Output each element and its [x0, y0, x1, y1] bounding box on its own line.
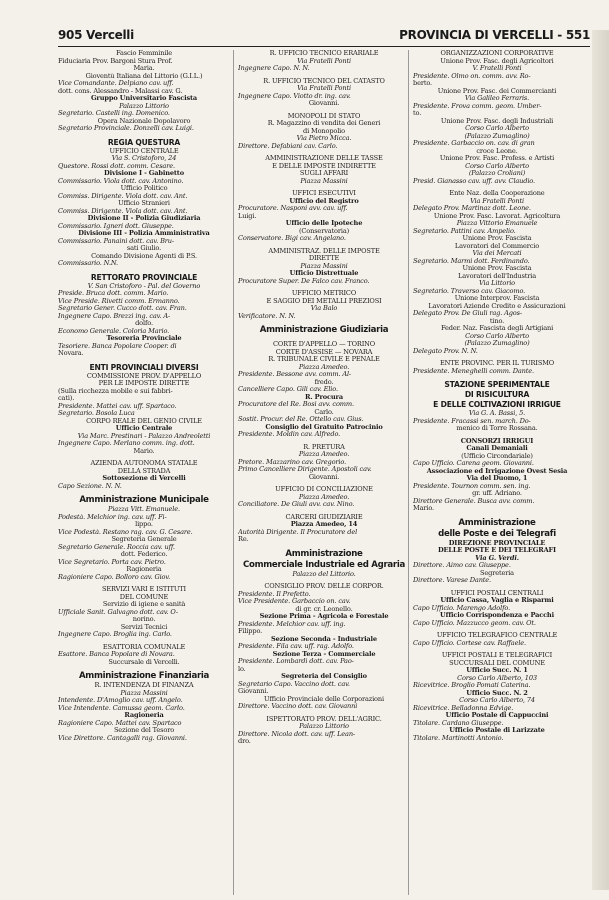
directory-line: Direttore. Vaccino dott. cav. Giovanni	[238, 703, 358, 710]
section-heading: Amministrazione	[458, 517, 536, 528]
directory-line: Autorità Dirigente. Il Procuratore del	[238, 528, 358, 536]
directory-line: Delegato Prov. Martinaz dott. Leone.	[413, 205, 531, 212]
directory-line: di gr. cr. Leonello.	[295, 605, 353, 613]
directory-line: UFFICI POSTALI E TELEGRAFICI	[441, 652, 553, 659]
directory-line: Segretario. Pattini cav. Ampelio.	[413, 227, 516, 235]
directory-line: Vice Direttore. Cantagalli rag. Giovanni.	[58, 734, 187, 742]
directory-line: Via Pietro Micca.	[296, 135, 352, 142]
directory-line: Direttore. Aimo cav. Giuseppe.	[413, 562, 511, 569]
directory-line: Conciliatore. De Giuli avv. cav. Nino.	[238, 501, 355, 508]
directory-line: DIRETTE	[308, 255, 340, 262]
directory-line: Commiss. Dirigente. Viola dott. cav. Ant.	[58, 207, 188, 215]
directory-line: Giovanni.	[238, 688, 269, 695]
directory-line: (Palazzo Zumaglino)	[464, 340, 530, 347]
directory-line: Pretore. Mazzarino cav. Gregorio.	[238, 458, 347, 466]
directory-line: Ingegnere Capo. N. N.	[238, 65, 310, 72]
directory-line: Capo Ufficio. Carena geom. Giovanni.	[413, 460, 534, 467]
directory-line: R. UFFICIO TECNICO ERARIALE	[269, 50, 379, 57]
directory-line: Giovanni.	[308, 100, 340, 107]
column-right	[413, 50, 581, 895]
directory-line: Divisione I - Gabinetto	[104, 170, 184, 177]
directory-line: Commissario. Viola dott. cav. Antonino.	[58, 177, 184, 185]
directory-line: UFFICI ESECUTIVI	[292, 190, 356, 197]
section-heading: REGIA QUESTURA	[107, 137, 181, 147]
directory-line: Ufficiale Sanit. Galvagno dott. cav. O-	[58, 608, 178, 616]
directory-line: Lavoratori Aziende Credito e Assicurazioni	[428, 302, 566, 310]
directory-line: Ragioniere Capo. Mattei cav. Spartaco	[58, 719, 182, 727]
directory-line: Via del Duomo, 1	[466, 475, 528, 482]
directory-line: Sezione Terza - Commerciale	[272, 650, 376, 658]
section-heading: RETTORATO PROVINCIALE	[90, 272, 198, 282]
directory-line: Via G. Verdi.	[475, 554, 519, 562]
directory-line: Piazza Amedeo, 14	[290, 521, 358, 528]
directory-line: UFFICIO CENTRALE	[109, 147, 179, 155]
directory-line: Commissario. Panaini dott. cav. Bru-	[58, 237, 174, 245]
directory-line: AZIENDA AUTONOMA STATALE	[90, 460, 198, 467]
directory-line: Piazza Massini	[300, 262, 348, 270]
directory-line: DEL COMUNE	[119, 593, 169, 601]
directory-line: (Conservatoria)	[298, 227, 350, 235]
directory-line: Lavoratori del Commercio	[454, 242, 540, 250]
directory-line: DELLA STRADA	[117, 467, 171, 475]
section-heading: Amministrazione Giudiziaria	[259, 325, 389, 335]
directory-line: Titolare. Martinotti Antonio.	[413, 734, 504, 742]
directory-line: R. PRETURA	[303, 443, 345, 451]
directory-line: Gioventù Italiana del Littorio (G.I.L.)	[85, 72, 203, 80]
directory-line: Ricevitrice. Belladonna Edvige.	[413, 704, 514, 712]
directory-line: Verificatore. N. N.	[238, 312, 296, 320]
directory-line: SUCCURSALI DEL COMUNE	[449, 659, 545, 667]
directory-line: croce Leone.	[476, 147, 518, 155]
directory-line: Segretario. Bosola Luca	[58, 410, 135, 417]
directory-line: (Sulla ricchezza mobile e sui fabbri-	[58, 387, 173, 395]
directory-line: Succursale di Vercelli.	[108, 658, 180, 666]
directory-line: Titolare. Cardano Giuseppe.	[413, 719, 504, 727]
directory-line: Capo Ufficio. Cortese cav. Raffaele.	[413, 639, 526, 647]
directory-line: Fascio Femminile	[115, 50, 172, 57]
directory-line: (Palazzo Croliani)	[468, 170, 526, 177]
directory-line: Via G. A. Bassi, 5.	[468, 410, 526, 417]
directory-line: Segretario Capo. Vaccino dott. cav.	[238, 680, 350, 688]
directory-line: V. Fratelli Ponti	[472, 65, 522, 72]
directory-line: Ufficio Politico	[120, 185, 168, 192]
directory-line: Palazzo del Littorio.	[292, 570, 356, 578]
directory-line: AMMINISTRAZ. DELLE IMPOSTE	[268, 247, 380, 255]
directory-line: lippo.	[135, 521, 153, 528]
directory-line: R. Magazzino di vendita dei Generi	[267, 120, 381, 127]
directory-line: Vice Segretario. Porta cav. Pietro.	[58, 558, 166, 566]
directory-line: ISPETTORATO PROV. DELL'AGRIC.	[266, 715, 382, 723]
directory-line: Presid. Gianasso cav. uff. avv. Claudio.	[413, 177, 535, 185]
directory-line: Capo Sezione. N. N.	[58, 482, 122, 490]
directory-line: Ingegnere Capo. Viotto dr. ing. cav.	[238, 92, 351, 100]
directory-line: Via Fratelli Ponti	[297, 57, 351, 65]
directory-line: Esattore. Banca Popolare di Novara.	[58, 651, 175, 658]
directory-line: Ufficio Postale di Larizzate	[449, 727, 545, 734]
directory-line: Sottosezione di Vercelli	[102, 475, 186, 482]
directory-line: Direttore. Nicola dott. cav. uff. Lean-	[238, 730, 356, 738]
directory-line: CARCERI GIUDIZIARIE	[285, 513, 363, 521]
directory-line: R. UFFICIO TECNICO DEL CATASTO	[263, 77, 385, 85]
directory-line: Presidente. Tournon comm. sen. ing.	[413, 482, 531, 490]
section-heading: Amministrazione Finanziaria	[78, 671, 210, 681]
directory-line: sati Giulio.	[126, 245, 162, 252]
directory-line: Vice Preside. Rivetti comm. Ermanno.	[58, 297, 180, 305]
directory-line: Presidente. Frova comm. geom. Umber-	[413, 102, 542, 110]
directory-line: Corso Carlo Alberto	[465, 162, 529, 170]
directory-line: SUGLI AFFARI	[299, 170, 349, 177]
directory-line: Piazza Massini	[120, 689, 168, 697]
directory-line: Presidente. Fila cav. uff. rag. Adolfo.	[238, 643, 354, 650]
directory-line: Gruppo Universitario Fascista	[90, 95, 198, 102]
directory-line: Via Littorio	[479, 280, 515, 287]
section-heading: delle Poste e dei Telegrafi	[438, 528, 556, 539]
directory-line: Procuratore. Nasponi avv. cav. uff.	[238, 205, 348, 212]
directory-line: Ingegnere Capo. Broglia ing. Carlo.	[58, 631, 172, 638]
section-heading: Amministrazione Municipale	[79, 495, 209, 505]
section-heading: E DELLE COLTIVAZIONI IRRIGUE	[433, 400, 561, 409]
directory-line: Carlo.	[314, 408, 334, 416]
directory-line: Commissario. Igneri dott. Giuseppe.	[58, 222, 174, 230]
section-heading: Commerciale Industriale ed Agraria	[243, 559, 405, 570]
directory-line: Piazza Vittorio Emanuele	[456, 220, 538, 227]
directory-line: Corso Carlo Alberto, 74	[459, 697, 535, 704]
directory-line: Via Fratelli Ponti	[470, 197, 524, 205]
directory-line: (Ufficio Circondariale)	[461, 452, 533, 460]
directory-line: COMMISSIONE PROV. D'APPELLO	[86, 372, 202, 380]
directory-line: Segretario Provinciale. Donzelli cav. Luigi.	[58, 125, 194, 132]
directory-line: DELLE POSTE E DEI TELEGRAFI	[437, 547, 556, 554]
directory-line: Fiduciaria Prov. Bargoni Stura Prof.	[58, 57, 173, 65]
directory-line: Vice Presidente. Garbaccio on. cav.	[238, 598, 351, 605]
directory-line: Podestà. Melchior ing. cav. uff. Fi-	[58, 513, 167, 521]
directory-line: UFFICIO DI CONCILIAZIONE	[275, 486, 373, 493]
directory-line: E DELLE IMPOSTE INDIRETTE	[272, 162, 376, 170]
column-middle	[238, 50, 410, 895]
directory-line: CORPO REALE DEL GENIO CIVILE	[86, 417, 202, 425]
directory-line: gr. uff. Adriano.	[472, 490, 522, 497]
directory-line: R. TRIBUNALE CIVILE E PENALE	[268, 356, 380, 363]
directory-line: Presidente. Bessone avv. comm. Al-	[238, 371, 351, 378]
directory-line: AMMINISTRAZIONE DELLE TASSE	[265, 155, 383, 162]
directory-line: fredo.	[314, 378, 334, 386]
directory-line: CORTE D'APPELLO — TORINO	[272, 341, 376, 348]
directory-line: Segreteria del Consiglio	[281, 673, 367, 680]
directory-line: Sostit. Procur. del Re. Ottello cav. Gius.	[238, 416, 364, 423]
directory-line: Presidente. Garbaccio on. cav. di gran	[413, 140, 535, 147]
directory-line: (Palazzo Zumaglino)	[464, 132, 530, 140]
directory-line: Ufficio Succ. N. 2	[466, 689, 528, 697]
directory-line: CORTE D'ASSISE — NOVARA	[275, 348, 373, 356]
directory-line: dolfo.	[135, 320, 153, 327]
column-divider	[233, 50, 234, 895]
directory-line: Ente Naz. della Cooperazione	[449, 190, 545, 197]
directory-line: Corso Carlo Alberto	[465, 332, 529, 340]
directory-line: SERVIZI VARI E ISTITUTI	[102, 586, 186, 593]
directory-line: UFFICIO TELEGRAFICO CENTRALE	[436, 632, 558, 639]
directory-line: Unione Prov. Fasc. dei Commercianti	[437, 87, 557, 95]
directory-line: Novara.	[58, 350, 84, 357]
directory-line: Ufficio delle Ipoteche	[285, 220, 363, 227]
directory-line: dott. cons. Alessandro - Malassi cav. G.	[58, 87, 183, 95]
directory-line: Via Marc. Prestinari - Palazzo Andreoletti	[77, 432, 211, 440]
directory-line: Direttore. Varese Dante.	[413, 577, 492, 584]
directory-line: Ragioneria	[126, 566, 162, 573]
directory-line: Vice Intendente. Camussa geom. Carlo.	[58, 704, 185, 712]
directory-line: Ufficio del Registro	[289, 197, 359, 205]
directory-line: Presidente. Meneghelli comm. Dante.	[413, 367, 534, 375]
directory-line: MONOPOLI DI STATO	[287, 112, 361, 120]
directory-line: Vice Comandante. Delpiano cav. uff.	[58, 80, 174, 87]
directory-line: Unione Prov. Fasc. Lavorat. Agricoltura	[433, 212, 561, 220]
directory-line: Piazza Amedeo.	[298, 493, 350, 501]
directory-line: Giovanni.	[308, 473, 340, 481]
section-heading: Amministrazione	[285, 548, 363, 559]
directory-line: Tesoriere. Banca Popolare Cooper. di	[58, 342, 177, 350]
directory-line: dott. Federico.	[120, 551, 168, 558]
directory-line: Tesoreria Provinciale	[106, 335, 182, 342]
directory-line: Presidente. Fracassi sen. march. Do-	[413, 417, 531, 425]
section-heading: ENTI PROVINCIALI DIVERSI	[89, 362, 199, 372]
directory-line: Direttore Generale. Busca avv. comm.	[413, 497, 535, 505]
directory-line: Unione Prov. Fascista	[462, 235, 532, 242]
directory-line: Piazza Amedeo.	[298, 363, 350, 371]
directory-line: E SAGGIO DEI METALLI PREZIOSI	[266, 297, 382, 305]
directory-line: Unione Prov. Fasc. degli Agricoltori	[440, 57, 554, 65]
directory-line: CONSIGLIO PROV. DELLE CORPOR.	[264, 583, 384, 590]
page-number-city: 905 Vercelli	[58, 28, 134, 42]
directory-line: V. San Cristoforo - Pal. del Governo	[87, 282, 201, 290]
directory-line: Piazza Amedeo.	[298, 451, 350, 458]
directory-line: Presidente. Il Prefetto.	[238, 590, 311, 598]
directory-line: R. INTENDENZA DI FINANZA	[94, 682, 194, 689]
directory-line: Primo Cancelliere Dirigente. Apostoli cav.	[238, 466, 372, 473]
directory-line: Economo Generale. Coloria Mario.	[58, 327, 170, 335]
column-left	[58, 50, 230, 895]
directory-line: Luigi.	[238, 212, 257, 220]
directory-line: Ragioneria	[124, 712, 164, 719]
directory-line: Opera Nazionale Dopolavoro	[97, 117, 191, 125]
page-header	[58, 28, 590, 47]
directory-line: Mario.	[133, 447, 155, 455]
directory-line: dro.	[238, 738, 251, 745]
directory-line: Unione Prov. Fasc. degli Industriali	[440, 117, 554, 125]
directory-line: Segretario. Castelli ing. Domenico.	[58, 110, 170, 117]
directory-line: Segretario. Marmi dott. Ferdinando.	[413, 257, 530, 265]
directory-line: Via Balo	[310, 305, 338, 312]
directory-line: Sezione del Tesoro	[113, 727, 175, 734]
directory-line: UFFICI POSTALI CENTRALI	[450, 589, 544, 597]
directory-line: Sezione Seconda - Industriale	[271, 635, 377, 643]
directory-line: Corso Carlo Alberto, 103	[457, 674, 537, 682]
directory-line: Ufficio Postale di Cappuccini	[445, 712, 549, 719]
directory-line: Intendente. D'Amoglio cav. uff. Angelo.	[58, 697, 183, 704]
directory-line: Piazza Vitt. Emanuele.	[108, 506, 180, 513]
directory-line: Via S. Cristoforo, 24	[111, 155, 177, 162]
directory-line: Presidente. Moldin cav. Alfredo.	[238, 431, 341, 438]
directory-line: Procuratore Super. De Falco cav. Franco.	[238, 277, 370, 285]
directory-line: Mario.	[413, 505, 434, 512]
directory-line: Ufficio Corrispondenza e Pacchi	[440, 612, 554, 619]
directory-line: Servizio di igiene e sanità	[102, 601, 186, 608]
directory-line: Procuratore del Re. Bosi avv. comm.	[238, 401, 354, 408]
directory-line: ORGANIZZAZIONI CORPORATIVE	[440, 50, 554, 57]
directory-line: Capo Ufficio. Mazzucco geom. cav. Ot.	[413, 619, 536, 627]
directory-line: Canali Demaniali	[466, 445, 528, 452]
directory-line: Associazione ed Irrigazione Ovest Sesia	[426, 467, 568, 475]
directory-line: Unione Prov. Fasc. Profess. e Artisti	[439, 155, 555, 162]
directory-line: Capo Ufficio. Marengo Adolfo.	[413, 604, 511, 612]
directory-line: Ingegnere Capo. Merlano comm. ing. dott.	[58, 440, 195, 447]
directory-line: ESATTORIA COMUNALE	[102, 643, 186, 651]
directory-line: Ufficio Centrale	[115, 425, 173, 432]
directory-line: ENTE PROVINC. PER IL TURISMO	[439, 360, 555, 367]
directory-line: Unione Interprov. Fascista	[454, 295, 540, 302]
directory-line: Via Fratelli Ponti	[297, 85, 351, 92]
directory-line: Direttore. Defabiani cav. Carlo.	[238, 142, 338, 150]
directory-line: Ragioniere Capo. Bolloro cav. Giov.	[58, 573, 171, 581]
directory-line: CONSORZI IRRIGUI	[460, 437, 534, 445]
section-heading: STAZIONE SPERIMENTALE	[444, 380, 550, 389]
directory-line: Questore. Rossi dott. comm. Cesare.	[58, 162, 175, 170]
directory-line: Segreteria	[480, 569, 514, 577]
directory-line: Vice Podestà. Restano rag. cav. G. Cesare.	[58, 528, 193, 536]
directory-line: Commiss. Dirigente. Viola dott. cav. Ant.	[58, 192, 188, 200]
directory-line: Unione Prov. Fascista	[462, 265, 532, 272]
directory-line: Ingegnere Capo. Brezzi ing. cav. A-	[58, 312, 171, 320]
directory-line: berto.	[413, 80, 432, 87]
directory-line: norino.	[132, 616, 156, 623]
province-heading: PROVINCIA DI VERCELLI - 551	[399, 28, 590, 42]
directory-line: lo.	[238, 665, 246, 673]
directory-line: Commissario. N.N.	[58, 260, 118, 267]
directory-line: Presidente. Mattei cav. uff. Spartaco.	[58, 402, 177, 410]
directory-line: Ufficio Provinciale delle Corporazioni	[264, 695, 384, 703]
directory-line: Delegato Prov. De Giuli rag. Agos-	[413, 310, 522, 317]
directory-line: Segretario Generale. Roccia cav. uff.	[58, 543, 175, 551]
directory-line: to.	[413, 110, 422, 117]
directory-line: Palazzo Littorio	[119, 102, 169, 110]
directory-line: Consiglio del Gratuito Patrocinio	[265, 423, 383, 431]
directory-line: Ufficio Cassa, Vaglia e Risparmi	[440, 597, 554, 604]
directory-line: Feder. Naz. Fascista degli Artigiani	[440, 325, 554, 332]
directory-line: tino.	[489, 317, 505, 325]
directory-line: Filippo.	[238, 628, 263, 635]
directory-line: Ufficio Stranieri	[118, 200, 170, 207]
directory-line: Presidente. Melchior cav. uff. ing.	[238, 620, 346, 628]
directory-line: Ufficio Succ. N. 1	[466, 667, 528, 674]
directory-line: R. Procura	[305, 393, 343, 401]
directory-line: Via Galileo Ferraris.	[464, 95, 530, 102]
directory-line: Lavoratori dell'Industria	[457, 272, 536, 280]
directory-line: Ricevitrice. Broglio Pomati Caterina.	[413, 682, 531, 689]
directory-line: di Monopolio	[303, 127, 345, 135]
directory-line: menico di Torre Rossana.	[456, 425, 538, 432]
directory-line: Presidente. Olmo on. comm. avv. Ro-	[413, 72, 531, 80]
directory-line: cati).	[58, 395, 75, 402]
directory-line: PER LE IMPOSTE DIRETTE	[98, 380, 190, 387]
page-edge-shadow	[592, 30, 609, 890]
directory-line: Divisione II - Polizia Giudiziaria	[87, 215, 201, 222]
directory-line: Sezione Prima - Agricola e Forestale	[259, 613, 389, 620]
directory-line: Via dei Mercati	[472, 250, 522, 257]
directory-line: Delegato Prov. N. N.	[413, 347, 478, 355]
directory-line: Segreteria Generale	[111, 536, 177, 543]
directory-line: Re.	[238, 536, 249, 543]
directory-line: Palazzo Littorio	[299, 723, 349, 730]
directory-line: Presidente. Lombardi dott. cav. Pao-	[238, 658, 354, 665]
directory-line: Segretario Gener. Cucco dott. cav. Fran.	[58, 305, 187, 312]
directory-line: UFFICIO METRICO	[291, 290, 357, 297]
directory-line: Cancelliere Capo. Gili cav. Elio.	[238, 386, 338, 393]
directory-line: Conservatore. Bigi cav. Angelano.	[238, 235, 346, 242]
directory-line: DIREZIONE PROVINCIALE	[448, 539, 546, 547]
directory-line: Comando Divisione Agenti di P.S.	[91, 252, 197, 260]
directory-line: Preside. Bruca dott. comm. Mario.	[58, 290, 169, 297]
directory-line: Corso Carlo Alberto	[465, 125, 529, 132]
directory-line: Piazza Massini	[300, 177, 348, 185]
directory-line: Ufficio Distrettuale	[289, 270, 359, 277]
directory-line: Divisione III - Polizia Amministrativa	[78, 230, 210, 237]
directory-line: Servizi Tecnici	[120, 623, 168, 631]
directory-line: Maria.	[133, 65, 155, 72]
directory-line: Segretario. Traverso cav. Giacomo.	[413, 287, 526, 295]
section-heading: DI RISICULTURA	[464, 390, 530, 399]
